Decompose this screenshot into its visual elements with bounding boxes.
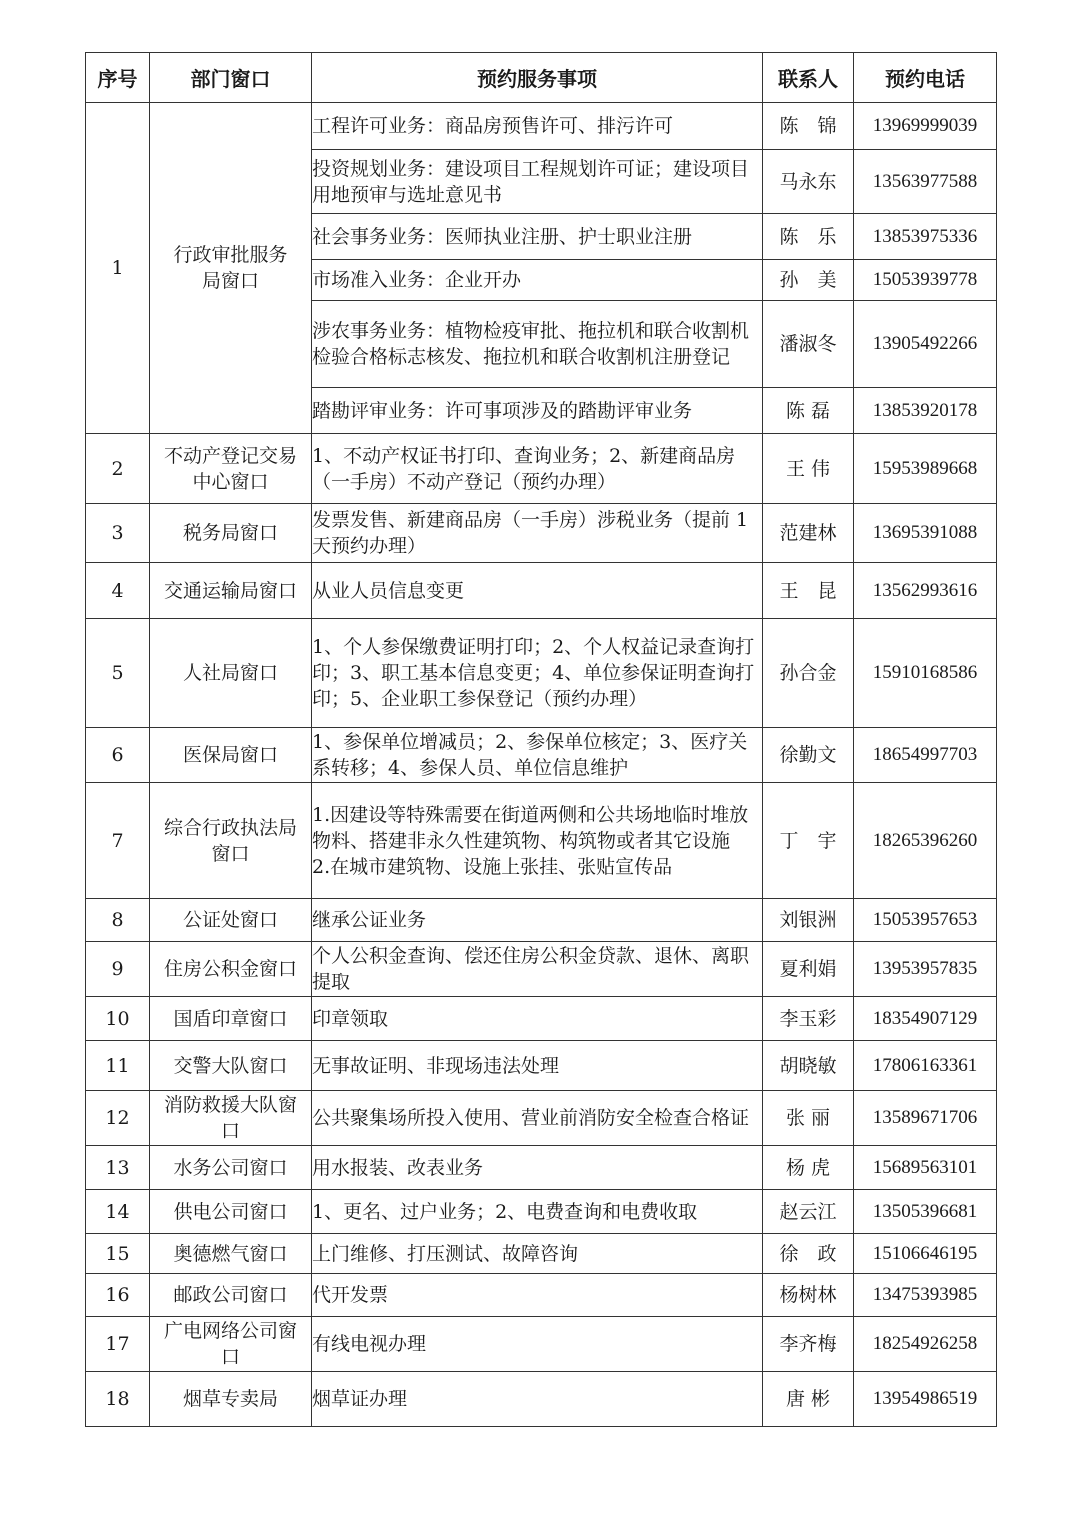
service-items: 个人公积金查询、偿还住房公积金贷款、退休、离职提取: [312, 942, 763, 997]
contact-person: 刘银洲: [763, 899, 854, 942]
service-items: 1、更名、过户业务；2、电费查询和电费收取: [312, 1190, 763, 1234]
contact-person: 陈 磊: [763, 388, 854, 434]
department-window: 人社局窗口: [150, 619, 312, 728]
table-row: [86, 563, 997, 619]
contact-person: 陈 锦: [763, 103, 854, 150]
table-row: [86, 1234, 997, 1274]
row-number: 1: [86, 103, 150, 434]
appointment-phone: 18654997703: [854, 728, 997, 783]
contact-person: 陈 乐: [763, 214, 854, 260]
department-window: 税务局窗口: [150, 504, 312, 563]
service-items: 继承公证业务: [312, 899, 763, 942]
header-no: 序号: [86, 53, 150, 103]
appointment-phone: 15689563101: [854, 1146, 997, 1190]
service-items: 投资规划业务：建设项目工程规划许可证；建设项目用地预审与选址意见书: [312, 150, 763, 214]
service-items: 代开发票: [312, 1274, 763, 1317]
table-row: [86, 1041, 997, 1091]
table-row: [86, 997, 997, 1041]
contact-person: 马永东: [763, 150, 854, 214]
department-window: 住房公积金窗口: [150, 942, 312, 997]
header-contact: 联系人: [763, 53, 854, 103]
appointment-phone: 13905492266: [854, 301, 997, 388]
table-row: [86, 1091, 997, 1146]
service-items: 无事故证明、非现场违法处理: [312, 1041, 763, 1091]
header-service: 预约服务事项: [312, 53, 763, 103]
row-number: 11: [86, 1041, 150, 1091]
table-row: [86, 434, 997, 504]
table-row: [86, 103, 997, 150]
service-items: 上门维修、打压测试、故障咨询: [312, 1234, 763, 1274]
service-items: 1、个人参保缴费证明打印；2、个人权益记录查询打印；3、职工基本信息变更；4、单位参保证明查询打印；5、企业职工参保登记（预约办理）: [312, 619, 763, 728]
appointment-phone: 15106646195: [854, 1234, 997, 1274]
appointment-phone: 13969999039: [854, 103, 997, 150]
row-number: 13: [86, 1146, 150, 1190]
appointment-phone: 15053957653: [854, 899, 997, 942]
appointment-phone: 17806163361: [854, 1041, 997, 1091]
appointment-phone: 13475393985: [854, 1274, 997, 1317]
table-row: [86, 783, 997, 899]
department-window: 广电网络公司窗口: [150, 1317, 312, 1372]
contact-person: 潘淑冬: [763, 301, 854, 388]
table-row: [86, 1372, 997, 1427]
table-row: [86, 1146, 997, 1190]
department-window: 奥德燃气窗口: [150, 1234, 312, 1274]
appointment-phone: 13853975336: [854, 214, 997, 260]
department-window: 综合行政执法局窗口: [150, 783, 312, 899]
table-row: [86, 504, 997, 563]
row-number: 18: [86, 1372, 150, 1427]
appointment-phone: 18254926258: [854, 1317, 997, 1372]
department-window: 行政审批服务局窗口: [150, 103, 312, 434]
row-number: 3: [86, 504, 150, 563]
appointment-phone: 13953957835: [854, 942, 997, 997]
service-items: 1、不动产权证书打印、查询业务；2、新建商品房（一手房）不动产登记（预约办理）: [312, 434, 763, 504]
department-window: 供电公司窗口: [150, 1190, 312, 1234]
department-window: 消防救援大队窗口: [150, 1091, 312, 1146]
service-items: 从业人员信息变更: [312, 563, 763, 619]
row-number: 16: [86, 1274, 150, 1317]
contact-person: 丁 宇: [763, 783, 854, 899]
table-row: [86, 1317, 997, 1372]
table-row: [86, 728, 997, 783]
row-number: 7: [86, 783, 150, 899]
row-number: 12: [86, 1091, 150, 1146]
row-number: 5: [86, 619, 150, 728]
contact-person: 范建林: [763, 504, 854, 563]
appointment-phone: 13589671706: [854, 1091, 997, 1146]
service-items: 有线电视办理: [312, 1317, 763, 1372]
department-window: 医保局窗口: [150, 728, 312, 783]
row-number: 14: [86, 1190, 150, 1234]
table-row: [86, 942, 997, 997]
row-number: 10: [86, 997, 150, 1041]
department-window: 国盾印章窗口: [150, 997, 312, 1041]
table-row: [86, 899, 997, 942]
department-window: 邮政公司窗口: [150, 1274, 312, 1317]
appointment-phone: 15953989668: [854, 434, 997, 504]
appointment-service-table: [85, 52, 997, 1427]
department-window: 烟草专卖局: [150, 1372, 312, 1427]
service-items: 市场准入业务：企业开办: [312, 260, 763, 301]
contact-person: 杨树林: [763, 1274, 854, 1317]
department-window: 水务公司窗口: [150, 1146, 312, 1190]
row-number: 2: [86, 434, 150, 504]
contact-person: 王 昆: [763, 563, 854, 619]
service-items: 涉农事务业务：植物检疫审批、拖拉机和联合收割机检验合格标志核发、拖拉机和联合收割机注册登记: [312, 301, 763, 388]
appointment-phone: 13562993616: [854, 563, 997, 619]
appointment-phone: 13695391088: [854, 504, 997, 563]
table-row: [86, 1190, 997, 1234]
contact-person: 李玉彩: [763, 997, 854, 1041]
contact-person: 胡晓敏: [763, 1041, 854, 1091]
row-number: 17: [86, 1317, 150, 1372]
row-number: 6: [86, 728, 150, 783]
service-items: 社会事务业务：医师执业注册、护士职业注册: [312, 214, 763, 260]
service-items: 公共聚集场所投入使用、营业前消防安全检查合格证: [312, 1091, 763, 1146]
row-number: 9: [86, 942, 150, 997]
contact-person: 李齐梅: [763, 1317, 854, 1372]
appointment-phone: 18354907129: [854, 997, 997, 1041]
service-items: 烟草证办理: [312, 1372, 763, 1427]
department-window: 交警大队窗口: [150, 1041, 312, 1091]
row-number: 8: [86, 899, 150, 942]
header-phone: 预约电话: [854, 53, 997, 103]
contact-person: 孙 美: [763, 260, 854, 301]
contact-person: 赵云江: [763, 1190, 854, 1234]
department-window: 交通运输局窗口: [150, 563, 312, 619]
row-number: 15: [86, 1234, 150, 1274]
appointment-phone: 13954986519: [854, 1372, 997, 1427]
contact-person: 孙合金: [763, 619, 854, 728]
department-window: 公证处窗口: [150, 899, 312, 942]
appointment-phone: 13505396681: [854, 1190, 997, 1234]
appointment-phone: 15910168586: [854, 619, 997, 728]
appointment-phone: 13563977588: [854, 150, 997, 214]
table-header-row: [86, 53, 997, 103]
row-number: 4: [86, 563, 150, 619]
table-row: [86, 1274, 997, 1317]
contact-person: 徐勤文: [763, 728, 854, 783]
service-items: 用水报装、改表业务: [312, 1146, 763, 1190]
service-items: 1.因建设等特殊需要在街道两侧和公共场地临时堆放物料、搭建非永久性建筑物、构筑物或者其它设施 2.在城市建筑物、设施上张挂、张贴宣传品: [312, 783, 763, 899]
service-items: 发票发售、新建商品房（一手房）涉税业务（提前 1 天预约办理）: [312, 504, 763, 563]
contact-person: 杨 虎: [763, 1146, 854, 1190]
appointment-phone: 15053939778: [854, 260, 997, 301]
table-row: [86, 619, 997, 728]
service-items: 1、参保单位增减员；2、参保单位核定；3、医疗关系转移；4、参保人员、单位信息维护: [312, 728, 763, 783]
service-items: 工程许可业务：商品房预售许可、排污许可: [312, 103, 763, 150]
contact-person: 张 丽: [763, 1091, 854, 1146]
appointment-phone: 18265396260: [854, 783, 997, 899]
department-window: 不动产登记交易中心窗口: [150, 434, 312, 504]
service-items: 踏勘评审业务：许可事项涉及的踏勘评审业务: [312, 388, 763, 434]
contact-person: 夏利娟: [763, 942, 854, 997]
contact-person: 唐 彬: [763, 1372, 854, 1427]
contact-person: 王 伟: [763, 434, 854, 504]
service-items: 印章领取: [312, 997, 763, 1041]
contact-person: 徐 政: [763, 1234, 854, 1274]
header-dept: 部门窗口: [150, 53, 312, 103]
appointment-phone: 13853920178: [854, 388, 997, 434]
